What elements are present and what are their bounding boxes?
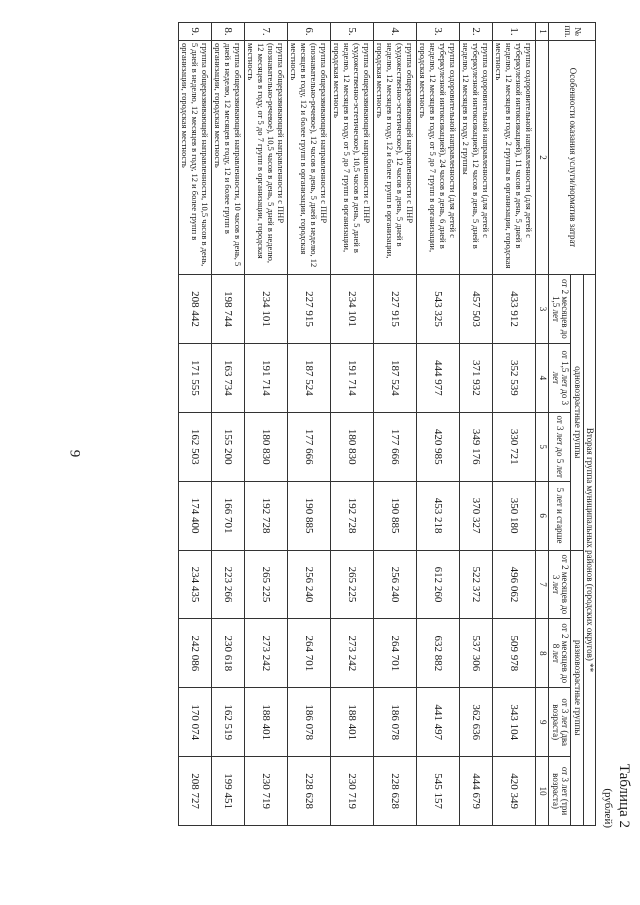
cost-value: 522 372 xyxy=(460,550,493,619)
column-index: 2 xyxy=(536,41,549,275)
cost-value: 433 912 xyxy=(493,275,536,344)
row-number: 5. xyxy=(330,23,373,41)
rotated-page xyxy=(170,20,630,830)
table-row xyxy=(460,23,493,826)
cost-value: 612 260 xyxy=(417,550,460,619)
row-description: группа общеразвивающей направленности с ПНР (художественно-эстетическое), 12 часов в день, 5 дней в неделю, 12 месяцев в году, 12 и более групп в организации, городская местность xyxy=(374,41,417,275)
cost-value: 208 727 xyxy=(178,757,211,826)
row-description: группа оздоровительной направленности (для детей с туберкулезной интоксикацией), 11 часов в день, 5 дней в неделю, 12 месяцев в году, 2 группы в организации, городская местность xyxy=(493,41,536,275)
cost-value: 457 503 xyxy=(460,275,493,344)
cost-value: 349 176 xyxy=(460,412,493,481)
header-num: № пп. xyxy=(549,23,596,41)
header-group-main: Вторая группа муниципальных районов (городских округов) ** xyxy=(583,275,595,826)
cost-value: 188 401 xyxy=(330,688,373,757)
cost-value: 265 225 xyxy=(330,550,373,619)
cost-value: 496 062 xyxy=(493,550,536,619)
table-row xyxy=(211,23,244,826)
column-index: 3 xyxy=(536,275,549,344)
header-subcol: от 3 лет (два возраста) xyxy=(549,688,571,757)
cost-value: 228 628 xyxy=(287,757,330,826)
header-subcol: от 2 месяцев до 3 лет xyxy=(549,550,571,619)
header-subcol: от 3 лет до 5 лет xyxy=(549,412,571,481)
cost-value: 223 266 xyxy=(211,550,244,619)
column-index: 7 xyxy=(536,550,549,619)
row-number: 1. xyxy=(493,23,536,41)
table-row xyxy=(493,23,536,826)
cost-value: 509 978 xyxy=(493,619,536,688)
cost-value: 264 701 xyxy=(374,619,417,688)
header-subcol: от 3 лет (три возраста) xyxy=(549,757,571,826)
cost-value: 227 915 xyxy=(287,275,330,344)
cost-value: 163 734 xyxy=(211,343,244,412)
cost-value: 187 524 xyxy=(287,343,330,412)
cost-value: 174 400 xyxy=(178,481,211,550)
cost-value: 190 885 xyxy=(287,481,330,550)
cost-value: 198 744 xyxy=(211,275,244,344)
cost-value: 162 503 xyxy=(178,412,211,481)
column-index: 9 xyxy=(536,688,549,757)
cost-value: 180 830 xyxy=(244,412,287,481)
cost-value: 420 985 xyxy=(417,412,460,481)
table-row xyxy=(417,23,460,826)
row-number: 9. xyxy=(178,23,211,41)
cost-norms-table xyxy=(178,22,596,826)
header-mixed-age-groups: разновозрастные группы xyxy=(571,550,583,826)
row-number: 3. xyxy=(417,23,460,41)
cost-value: 441 497 xyxy=(417,688,460,757)
cost-value: 420 349 xyxy=(493,757,536,826)
cost-value: 234 101 xyxy=(244,275,287,344)
cost-value: 350 180 xyxy=(493,481,536,550)
header-subcol: от 1,5 лет до 3 лет xyxy=(549,343,571,412)
cost-value: 188 401 xyxy=(244,688,287,757)
cost-value: 166 701 xyxy=(211,481,244,550)
cost-value: 234 435 xyxy=(178,550,211,619)
cost-value: 242 086 xyxy=(178,619,211,688)
table-row xyxy=(330,23,373,826)
cost-value: 191 714 xyxy=(330,343,373,412)
cost-value: 264 701 xyxy=(287,619,330,688)
cost-value: 230 719 xyxy=(244,757,287,826)
header-subcol: от 2 месяцев до 1,5 лет xyxy=(549,275,571,344)
cost-value: 162 519 xyxy=(211,688,244,757)
cost-value: 632 882 xyxy=(417,619,460,688)
cost-value: 170 074 xyxy=(178,688,211,757)
cost-value: 444 679 xyxy=(460,757,493,826)
column-index-row xyxy=(536,23,549,826)
table-unit: (рублей) xyxy=(602,788,614,828)
page-number: 9 xyxy=(66,449,83,458)
column-index: 10 xyxy=(536,757,549,826)
cost-value: 265 225 xyxy=(244,550,287,619)
header-same-age-groups: одновозрастные группы xyxy=(571,275,583,551)
cost-value: 177 666 xyxy=(374,412,417,481)
cost-value: 545 157 xyxy=(417,757,460,826)
header-description: Особенности оказания услуги/норматив затрат xyxy=(549,41,596,275)
cost-value: 370 327 xyxy=(460,481,493,550)
cost-value: 190 885 xyxy=(374,481,417,550)
row-description: группа оздоровительной направленности (для детей с туберкулезной интоксикацией), 12 часов в день, 5 дней в неделю, 12 месяцев в году, 2 группы xyxy=(460,41,493,275)
cost-value: 191 714 xyxy=(244,343,287,412)
row-number: 6. xyxy=(287,23,330,41)
table-body xyxy=(178,23,536,826)
row-description: группа оздоровительной направленности (для детей с туберкулезной интоксикацией), 24 часов в день, 6 дней в неделю, 12 месяцев в году, от 5 до 7 групп в организации, городская местность xyxy=(417,41,460,275)
cost-value: 453 218 xyxy=(417,481,460,550)
cost-value: 537 306 xyxy=(460,619,493,688)
table-row xyxy=(178,23,211,826)
cost-value: 230 719 xyxy=(330,757,373,826)
cost-value: 187 524 xyxy=(374,343,417,412)
row-number: 7. xyxy=(244,23,287,41)
cost-value: 186 078 xyxy=(287,688,330,757)
cost-value: 256 240 xyxy=(374,550,417,619)
cost-value: 186 078 xyxy=(374,688,417,757)
column-index: 8 xyxy=(536,619,549,688)
row-description: группа общеразвивающей направленности, 10 часов в день, 5 дней в неделю, 12 месяцев в году, 12 и более групп в организации, городская местность xyxy=(211,41,244,275)
cost-value: 256 240 xyxy=(287,550,330,619)
table-row xyxy=(287,23,330,826)
row-description: группа общеразвивающей направленности с ПНР (художественно-эстетическое), 10,5 часов в день, 5 дней в неделю, 12 месяцев в году, от 5 до 7 групп в организации, городская местность xyxy=(330,41,373,275)
header-subcol: от 2 месяцев до 8 лет xyxy=(549,619,571,688)
row-description: группа общеразвивающей направленности с ПНР (познавательно-речевое), 12 часов в день, 5 дней в неделю, 12 месяцев в году, 12 и более групп в организации, городская местность xyxy=(287,41,330,275)
cost-value: 192 728 xyxy=(330,481,373,550)
cost-value: 228 628 xyxy=(374,757,417,826)
cost-value: 192 728 xyxy=(244,481,287,550)
row-description: группа общеразвивающей направленности с ПНР (познавательно-речевое), 10,5 часов в день, 5 дней в неделю, 12 месяцев в году, от 5 до 7 групп в организации, городская местность xyxy=(244,41,287,275)
column-index: 6 xyxy=(536,481,549,550)
cost-value: 199 451 xyxy=(211,757,244,826)
cost-value: 273 242 xyxy=(244,619,287,688)
cost-value: 234 101 xyxy=(330,275,373,344)
column-index: 4 xyxy=(536,343,549,412)
cost-value: 352 539 xyxy=(493,343,536,412)
cost-value: 171 555 xyxy=(178,343,211,412)
cost-value: 343 104 xyxy=(493,688,536,757)
cost-value: 230 618 xyxy=(211,619,244,688)
table-caption: Таблица 2 xyxy=(616,763,632,828)
cost-value: 444 977 xyxy=(417,343,460,412)
cost-value: 371 932 xyxy=(460,343,493,412)
cost-value: 155 200 xyxy=(211,412,244,481)
cost-value: 543 325 xyxy=(417,275,460,344)
row-number: 4. xyxy=(374,23,417,41)
cost-value: 180 830 xyxy=(330,412,373,481)
header-subcol: 5 лет и старше xyxy=(549,481,571,550)
table-row xyxy=(374,23,417,826)
cost-value: 273 242 xyxy=(330,619,373,688)
cost-value: 330 721 xyxy=(493,412,536,481)
table-row xyxy=(244,23,287,826)
row-number: 2. xyxy=(460,23,493,41)
cost-value: 362 636 xyxy=(460,688,493,757)
row-description: группа общеразвивающей направленности, 10,5 часов в день, 5 дней в неделю, 12 месяцев в году, 12 и более групп в организации, городская местность xyxy=(178,41,211,275)
row-number: 8. xyxy=(211,23,244,41)
cost-value: 177 666 xyxy=(287,412,330,481)
cost-value: 227 915 xyxy=(374,275,417,344)
column-index: 5 xyxy=(536,412,549,481)
cost-value: 208 442 xyxy=(178,275,211,344)
column-index: 1 xyxy=(536,23,549,41)
